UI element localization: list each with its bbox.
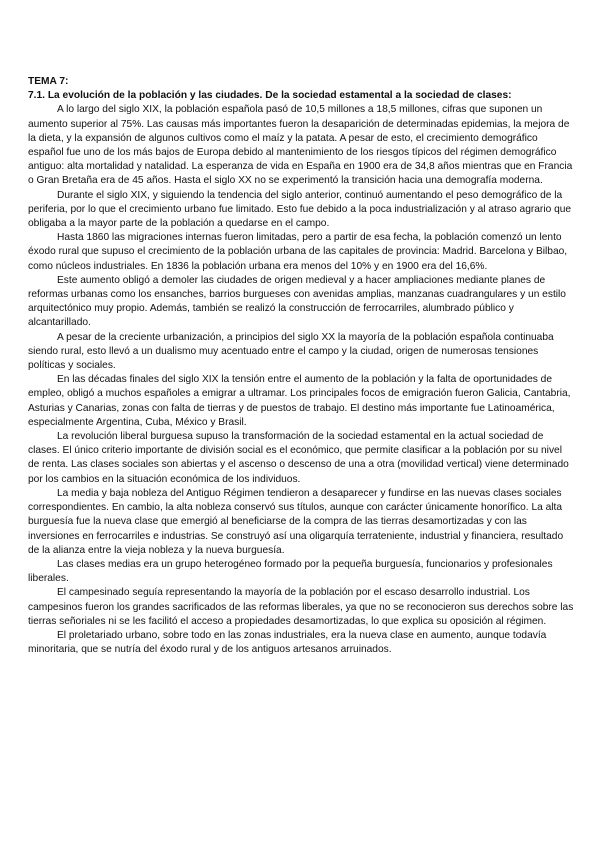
paragraph: A lo largo del siglo XIX, la población española pasó de 10,5 millones a 18,5 millones, cifras que suponen un aumento superior al 75%. Las causas más importantes fueron la desaparición de determinadas epidemias, la mejora de la dieta, y la expansión de algunos cultivos como el maíz y la patata. A pesar de esto, el crecimiento demográfico español fue uno de los más bajos de Europa debido al mantenimiento de los riesgos típicos del régimen demográfico antiguo: alta mortalidad y natalidad. La esperanza de vida en España en 1900 era de 34,8 años mientras que en Francia o Gran Bretaña era de 45 años. Hasta el siglo XX no se experimentó la transición hacia una demografía moderna. <box>28 104 573 187</box>
paragraph: La media y baja nobleza del Antiguo Régimen tendieron a desaparecer y fundirse en las nuevas clases sociales correspondientes. En cambio, la alta nobleza conservó sus títulos, aunque con carácter únicamente honorífico. La alta burguesía fue la nueva clase que emergió al beneficiarse de la compra de las tierras desamortizadas y con las inversiones en ferrocarriles e industrias. Se construyó así una oligarquía terrateniente, industrial y financiera, resultado de la alianza entre la vieja nobleza y la nueva burguesía. <box>28 487 564 556</box>
paragraph: Este aumento obligó a demoler las ciudades de origen medieval y a hacer ampliaciones mediante planes de reformas urbanas como los ensanches, barrios burgueses con avenidas amplias, manzanas cuadrangulares y un estilo arquitectónico muy propio. Además, también se realizó la construcción de ferrocarriles, alumbrado público y alcantarillado. <box>28 274 566 329</box>
paragraph: La revolución liberal burguesa supuso la transformación de la sociedad estamental en la actual sociedad de clases. El único criterio importante de división social es el económico, que permite clasificar a la población por su nivel de renta. Las clases sociales son abiertas y el ascenso o descenso de una a otra (movilidad vertical) viene determinado por los cambios en la situación económica de los individuos. <box>28 431 569 485</box>
paragraph: El proletariado urbano, sobre todo en las zonas industriales, era la nueva clase en aumento, aunque todavía minoritaria, que se nutría del éxodo rural y de los antiguos artesanos arruinados. <box>28 629 547 656</box>
document-title: TEMA 7: <box>28 76 69 87</box>
document-body <box>28 75 574 657</box>
paragraph: Hasta 1860 las migraciones internas fueron limitadas, pero a partir de esa fecha, la población comenzó un lento éxodo rural que supuso el crecimiento de la población urbana de las capitales de provincia: Madrid. Barcelona y Bilbao, como núcleos industriales. En 1836 la población urbana era menos del 10% y en 1900 era del 16,6%. <box>28 232 568 272</box>
paragraph: El campesinado seguía representando la mayoría de la población por el escaso desarrollo industrial. Los campesinos fueron los grandes sacrificados de las reformas liberales, ya que no se reconocieron sus derechos sobre las tierras señoriales ni se les facilitó el acceso a propiedades desamortizadas, lo que explica su oposición al régimen. <box>28 587 574 627</box>
paragraph: A pesar de la creciente urbanización, a principios del siglo XX la mayoría de la población española continuaba siendo rural, esto llevó a un dualismo muy acentuado entre el campo y la ciudad, origen de numerosas tensiones políticas y sociales. <box>28 331 554 372</box>
paragraph: Durante el siglo XIX, y siguiendo la tendencia del siglo anterior, continuó aumentando el peso demográfico de la periferia, por lo que el crecimiento urbano fue limitado. Esto fue debido a la poca industrialización y al atraso agrario que obligaba a la mayor parte de la población a quedarse en el campo. <box>28 189 572 230</box>
section-heading: 7.1. La evolución de la población y las ciudades. De la sociedad estamental a la sociedad de clases: <box>28 90 512 102</box>
paragraph: En las décadas finales del siglo XIX la tensión entre el aumento de la población y la falta de oportunidades de empleo, obligó a muchos españoles a emigrar a ultramar. Los principales focos de emigración fueron Galicia, Cantabria, Asturias y Canarias, zonas con falta de tierras y de puestos de trabajo. El destino más importante fue Latinoamérica, especialmente Argentina, Cuba, México y Brasil. <box>28 374 571 428</box>
paragraph: Las clases medias era un grupo heterogéneo formado por la pequeña burguesía, funcionarios y profesionales liberales. <box>28 558 553 585</box>
